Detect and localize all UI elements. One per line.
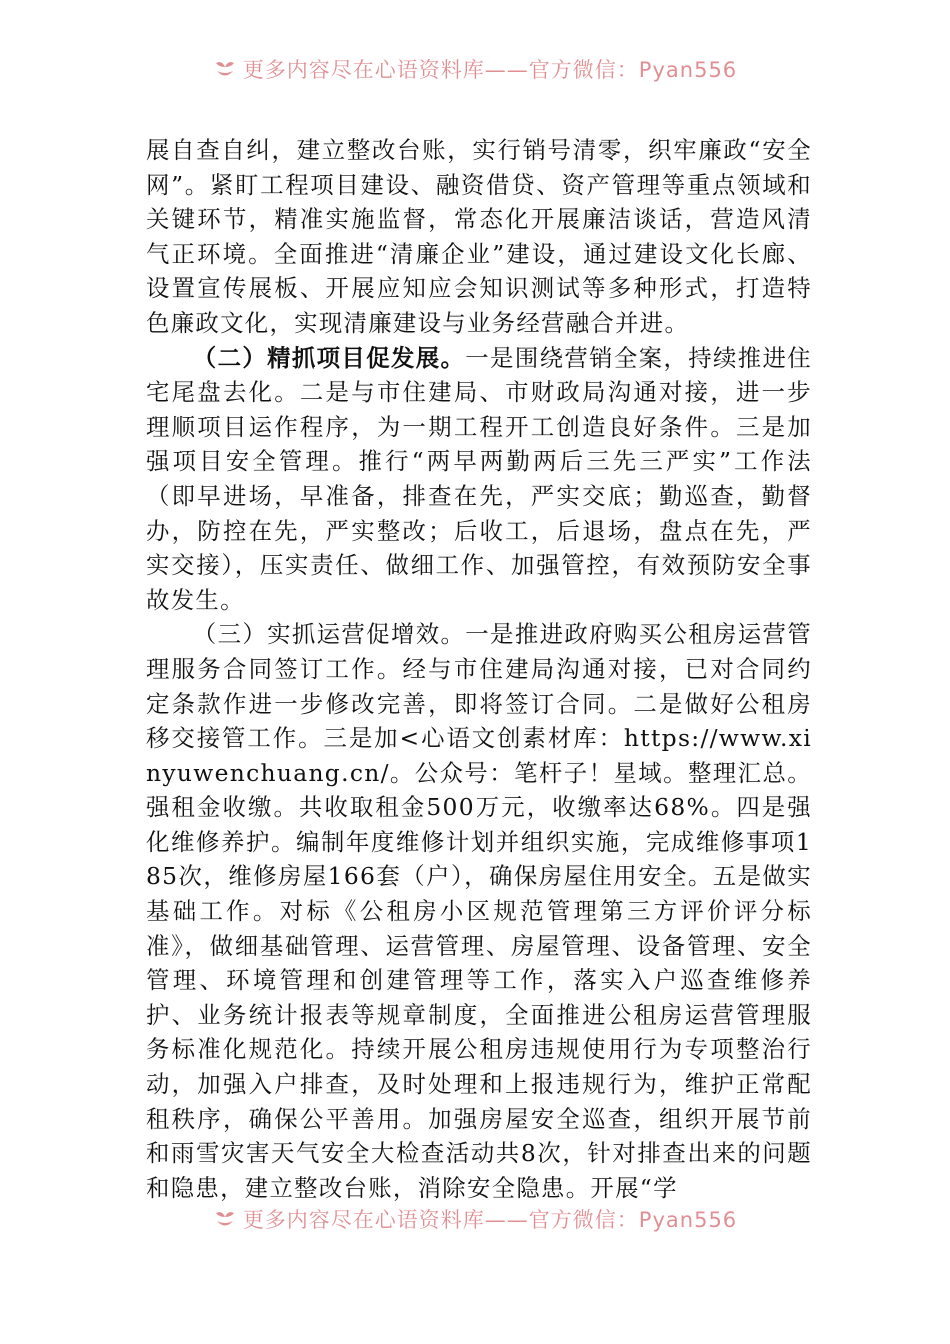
paragraph-integrity: 展自查自纠，建立整改台账，实行销号清零，织牢廉政“安全网”。紧盯工程项目建设、融资借贷、资产管理等重点领域和关键环节，精准实施监督，常态化开展廉洁谈话，营造风清气正环境。全面推进“清廉企业”建设，通过建设文化长廊、设置宣传展板、开展应知应会知识测试等多种形式，打造特色廉政文化，实现清廉建设与业务经营融合并进。 [146, 136, 812, 337]
paragraph-project-body: 一是围绕营销全案，持续推进住宅尾盘去化。二是与市住建局、市财政局沟通对接，进一步理顺项目运作程序，为一期工程开工创造良好条件。三是加强项目安全管理。推行“两早两勤两后三先三严实”工作法（即早进场，早准备，排查在先，严实交底；勤巡查，勤督办，防控在先，严实整改；后收工，后退场，盘点在先，严实交接），压实责任、做细工作、加强管控，有效预防安全事故发生。 [146, 343, 812, 614]
paragraph-operations: （三）实抓运营促增效。一是推进政府购买公租房运营管理服务合同签订工作。经与市住建局沟通对接，已对合同约定条款作进一步修改完善，即将签订合同。二是做好公租房移交接管工作。三是加<心语文创素材库：https://www.xinyuwenchuang.cn/。公众号：笔杆子！星域。整理汇总。强租金收缴。共收取租金500万元，收缴率达68%。四是强化维修养护。编制年度维修计划并组织实施，完成维修事项185次，维修房屋166套（户），确保房屋住用安全。五是做实基础工作。对标《公租房小区规范管理第三方评价评分标准》，做细基础管理、运营管理、房屋管理、设备管理、安全管理、环境管理和创建管理等工作，落实入户巡查维修养护、业务统计报表等规章制度，全面推进公租房运营管理服务标准化规范化。持续开展公租房违规使用行为专项整治行动，加强入户排查，及时处理和上报违规行为，维护正常配租秩序，确保公平善用。加强房屋安全巡查，组织开展节前和雨雪灾害天气安全大检查活动共8次，针对排查出来的问题和隐患，建立整改台账，消除安全隐患。开展“学 [146, 620, 812, 1202]
watermark-logo-icon [213, 1208, 237, 1230]
watermark-logo-icon [213, 58, 237, 80]
paragraph-project-development [146, 341, 812, 618]
footer-watermark [0, 1202, 950, 1236]
document-body [146, 133, 812, 1205]
footer-watermark-text: 更多内容尽在心语资料库——官方微信：Pyan556 [242, 1208, 738, 1232]
header-watermark-text: 更多内容尽在心语资料库——官方微信：Pyan556 [242, 58, 738, 82]
section-heading-2: （二）精抓项目促发展。 [192, 343, 466, 372]
header-watermark [0, 52, 950, 86]
